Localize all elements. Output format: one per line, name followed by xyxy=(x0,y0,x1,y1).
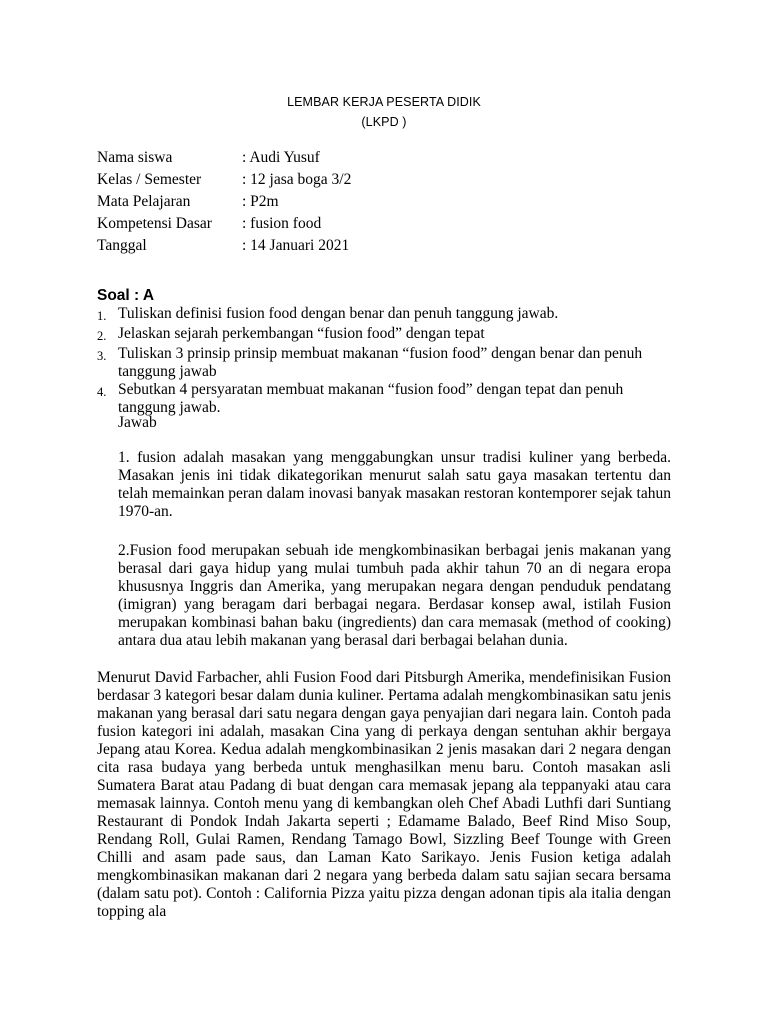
answer-label: Jawab xyxy=(118,414,157,431)
info-row-competency xyxy=(97,213,351,235)
info-value: : P2m xyxy=(242,193,279,210)
answer-paragraph-3: Menurut David Farbacher, ahli Fusion Food dari Pitsburgh Amerika, mendefinisikan Fusion berdasar 3 kategori besar dalam dunia kuliner. Pertama adalah mengkombinasikan satu jenis makanan yang berasal dari satu negara dengan gaya penyajian dari negara lain. Contoh pada fusion kategori ini adalah, masakan Cina yang di perkaya dengan sentuhan akhir bergaya Jepang atau Korea. Kedua adalah mengkombinasikan 2 jenis masakan dari 2 negara dengan cita rasa budaya yang berbeda untuk menghasilkan menu baru. Contoh masakan asli Sumatera Barat atau Padang di buat dengan cara memasak jepang ala teppanyaki atau cara memasak lainnya. Contoh menu yang di kembangkan oleh Chef Abadi Luthfi dari Suntiang Restaurant di Pondok Indah Jakarta seperti ; Edamame Balado, Beef Rind Miso Soup, Rendang Roll, Gulai Ramen, Rendang Tamago Bowl, Sizzling Beef Tounge with Green Chilli and asam pade saus, dan Laman Kato Sarikayo. Jenis Fusion ketiga adalah mengkombinasikan makanan dari 2 negara yang berbeda dalam satu sajian secara bersama (dalam satu pot). Contoh : California Pizza yaitu pizza dengan adonan tipis ala italia dengan topping ala xyxy=(97,669,671,920)
info-value: : 14 Januari 2021 xyxy=(242,237,350,254)
question-text: Tuliskan 3 prinsip prinsip membuat makanan “fusion food” dengan benar dan penuh tanggung jawab xyxy=(118,345,643,380)
question-list xyxy=(97,305,671,417)
info-row-date xyxy=(97,235,351,257)
question-number: 2. xyxy=(97,329,107,343)
answer-paragraph-1: 1. fusion adalah masakan yang menggabungkan unsur tradisi kuliner yang berbeda. Masakan jenis ini tidak dikategorikan menurut salah satu gaya masakan tertentu dan telah memainkan peran dalam inovasi banyak masakan restoran kontemporer sejak tahun 1970-an. xyxy=(118,449,671,520)
info-label: Nama siswa xyxy=(97,149,173,166)
info-value: : fusion food xyxy=(242,215,322,232)
document-subtitle: (LKPD ) xyxy=(361,115,407,129)
question-number: 3. xyxy=(97,349,107,363)
info-label: Mata Pelajaran xyxy=(97,193,191,210)
info-row-name xyxy=(97,147,351,169)
question-number: 1. xyxy=(97,309,107,323)
info-row-class xyxy=(97,169,351,191)
info-value: : Audi Yusuf xyxy=(242,149,320,166)
question-item xyxy=(97,381,671,417)
question-number: 4. xyxy=(97,385,107,399)
question-item xyxy=(97,325,671,345)
answer-paragraph-2: 2.Fusion food merupakan sebuah ide mengkombinasikan berbagai jenis makanan yang berasal dari gaya hidup yang mulai tumbuh pada akhir tahun 70 an di negara eropa khususnya Inggris dan Amerika, yang merupakan negara dengan penduduk pendatang (imigran) yang beragam dari berbagai negara. Berdasar konsep awal, istilah Fusion merupakan kombinasi bahan baku (ingredients) dan cara memasak (method of cooking) antara dua atau lebih makanan yang berasal dari berbagai belahan dunia. xyxy=(118,542,671,649)
student-info xyxy=(97,147,351,257)
info-label: Kompetensi Dasar xyxy=(97,215,212,232)
question-item xyxy=(97,305,671,325)
question-text: Tuliskan definisi fusion food dengan benar dan penuh tanggung jawab. xyxy=(118,305,559,322)
document-title: LEMBAR KERJA PESERTA DIDIK xyxy=(287,95,481,109)
info-label: Kelas / Semester xyxy=(97,171,202,188)
info-value: : 12 jasa boga 3/2 xyxy=(242,171,352,188)
info-row-subject xyxy=(97,191,351,213)
soal-heading: Soal : A xyxy=(97,287,155,304)
info-label: Tanggal xyxy=(97,237,147,254)
question-text: Jelaskan sejarah perkembangan “fusion food” dengan tepat xyxy=(118,325,485,342)
question-item xyxy=(97,345,671,381)
question-text: Sebutkan 4 persyaratan membuat makanan “fusion food” dengan tepat dan penuh tanggung jawab. xyxy=(118,381,624,416)
